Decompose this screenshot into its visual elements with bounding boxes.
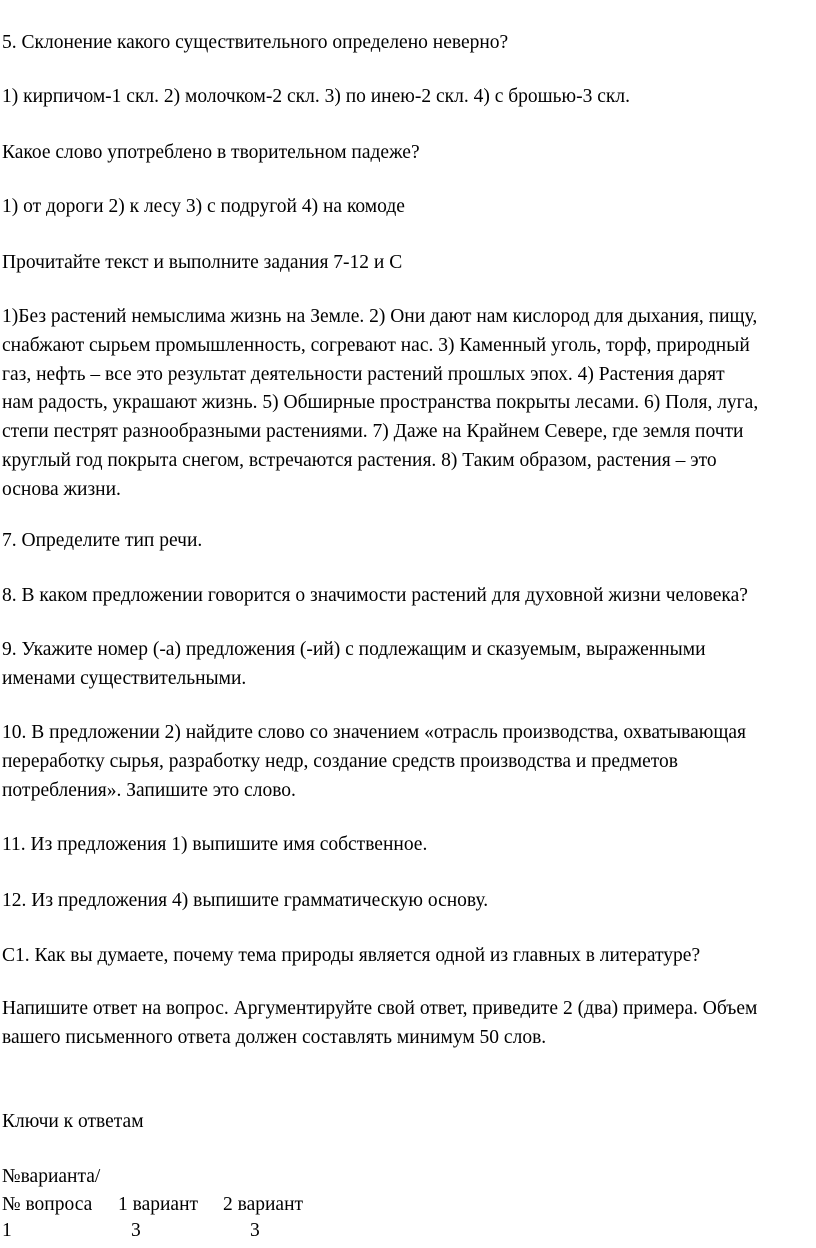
reading-instruction: Прочитайте текст и выполните задания 7-12 и С	[2, 252, 403, 273]
task-11: 11. Из предложения 1) выпишите имя собственное.	[2, 834, 428, 855]
task-10-line: 10. В предложении 2) найдите слово со значением «отрасль производства, охватывающая	[2, 722, 746, 743]
task-c1-instruction-line: вашего письменного ответа должен составлять минимум 50 слов.	[2, 1026, 547, 1048]
text-passage-line: нам радость, украшают жизнь. 5) Обширные пространства покрыты лесами. 6) Поля, луга,	[2, 392, 759, 414]
task-10	[2, 719, 814, 805]
task-12: 12. Из предложения 4) выпишите грамматическую основу.	[2, 890, 489, 911]
question-6: Какое слово употреблено в творительном падеже?	[2, 142, 420, 163]
row-question-number: 1	[2, 1220, 12, 1241]
answer-table-header	[2, 1190, 814, 1219]
text-passage-line: газ, нефть – все это результат деятельности растений прошлых эпох. 4) Растения дарят	[2, 363, 725, 385]
task-7: 7. Определите тип речи.	[2, 530, 203, 551]
task-c1: С1. Как вы думаете, почему тема природы является одной из главных в литературе?	[2, 945, 701, 966]
question-5: 5. Склонение какого существительного определено неверно?	[2, 32, 509, 53]
text-passage-line: 1)Без растений немыслима жизнь на Земле. 2) Они дают нам кислород для дыхания, пищу,	[2, 306, 758, 327]
text-passage-line: основа жизни.	[2, 478, 121, 500]
task-8: 8. В каком предложении говорится о значимости растений для духовной жизни человека?	[2, 585, 748, 606]
task-c1-instruction-line: Напишите ответ на вопрос. Аргументируйте свой ответ, приведите 2 (два) примера. Объем	[2, 998, 758, 1019]
row-variant-2-answer: 3	[250, 1220, 260, 1241]
table-row	[2, 1216, 814, 1245]
task-10-line: потребления». Запишите это слово.	[2, 779, 296, 801]
header-variant-2-column: 2 вариант	[223, 1194, 304, 1215]
question-5-options: 1) кирпичом-1 скл. 2) молочком-2 скл. 3) по инею-2 скл. 4) с брошью-3 скл.	[2, 86, 630, 107]
text-passage-line: снабжают сырьем промышленность, согревают нас. 3) Каменный уголь, торф, природный	[2, 334, 750, 356]
answer-keys-title: Ключи к ответам	[2, 1111, 144, 1132]
task-10-line: переработку сырья, разработку недр, создание средств производства и предметов	[2, 750, 678, 772]
task-9-line: именами существительными.	[2, 667, 247, 689]
row-variant-1-answer: 3	[131, 1220, 141, 1241]
text-passage-line: степи пестрят разнообразными растениями. 7) Даже на Крайнем Севере, где земля почти	[2, 421, 744, 443]
task-c1-instruction	[2, 995, 814, 1053]
question-6-options: 1) от дороги 2) к лесу 3) с подругой 4) на комоде	[2, 196, 405, 217]
header-question-column: № вопроса	[2, 1194, 93, 1215]
header-variant-1-column: 1 вариант	[118, 1194, 199, 1215]
task-9-line: 9. Укажите номер (-а) предложения (-ий) с подлежащим и сказуемым, выраженными	[2, 639, 706, 660]
answer-table-header-line1: №варианта/	[2, 1166, 101, 1187]
task-9	[2, 636, 814, 694]
text-passage-line: круглый год покрыта снегом, встречаются растения. 8) Таким образом, растения – это	[2, 449, 717, 471]
text-passage	[2, 303, 814, 505]
